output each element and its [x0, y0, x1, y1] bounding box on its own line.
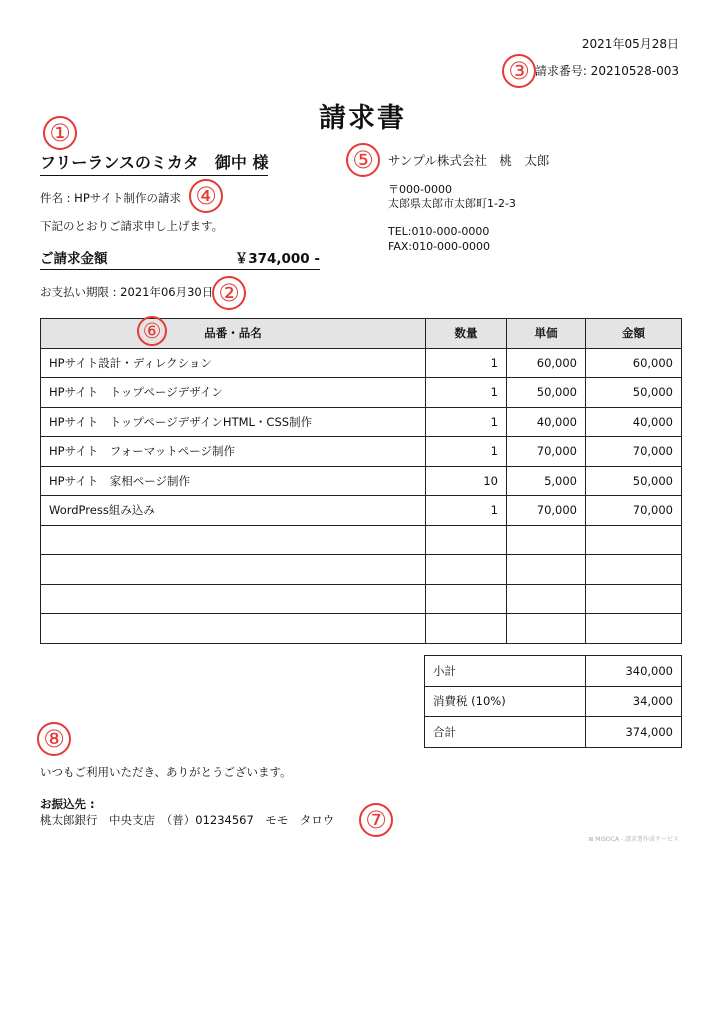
items-table — [40, 318, 682, 644]
item-name — [41, 614, 426, 644]
marker-6: ⑥ — [137, 316, 167, 346]
issuer-name: サンプル株式会社 桃 太郎 — [388, 153, 550, 168]
issuer-contact — [388, 224, 490, 254]
item-unit-price: 40,000 — [507, 407, 586, 437]
item-amount — [586, 614, 682, 644]
item-unit-price: 50,000 — [507, 378, 586, 408]
tax-row — [425, 686, 682, 717]
table-row — [41, 466, 682, 496]
totals-table — [424, 655, 682, 748]
item-name: WordPress組み込み — [41, 496, 426, 526]
table-row — [41, 407, 682, 437]
item-qty — [426, 555, 507, 585]
item-unit-price: 60,000 — [507, 348, 586, 378]
table-row — [41, 348, 682, 378]
marker-3: ③ — [502, 54, 536, 88]
marker-5: ⑤ — [346, 143, 380, 177]
tax-value: 34,000 — [586, 686, 682, 717]
table-row — [41, 584, 682, 614]
marker-7: ⑦ — [359, 803, 393, 837]
bank-details: 桃太郎銀行 中央支店 （普）01234567 モモ タロウ — [40, 813, 335, 827]
item-unit-price — [507, 584, 586, 614]
subtotal-row — [425, 656, 682, 687]
item-name: HPサイト 家相ページ制作 — [41, 466, 426, 496]
item-amount — [586, 584, 682, 614]
issuer-postal: 〒000-0000 — [388, 183, 452, 196]
item-qty: 1 — [426, 437, 507, 467]
item-name: HPサイト設計・ディレクション — [41, 348, 426, 378]
item-name: HPサイト トップページデザインHTML・CSS制作 — [41, 407, 426, 437]
total-row — [425, 717, 682, 748]
marker-8: ⑧ — [37, 722, 71, 756]
bank-label: お振込先 : — [40, 797, 95, 811]
item-unit-price — [507, 614, 586, 644]
total-label: 合計 — [425, 717, 586, 748]
item-amount: 50,000 — [586, 378, 682, 408]
item-qty — [426, 584, 507, 614]
marker-2: ② — [212, 276, 246, 310]
document-title: 請求書 — [319, 103, 406, 134]
table-row — [41, 378, 682, 408]
item-qty: 1 — [426, 407, 507, 437]
table-row — [41, 555, 682, 585]
issuer-tel: TEL:010-000-0000 — [388, 225, 490, 238]
item-amount: 70,000 — [586, 437, 682, 467]
item-qty: 1 — [426, 348, 507, 378]
table-row — [41, 496, 682, 526]
item-qty: 10 — [426, 466, 507, 496]
item-amount: 40,000 — [586, 407, 682, 437]
billing-amount-value: ￥374,000 - — [234, 251, 320, 267]
item-name: HPサイト トップページデザイン — [41, 378, 426, 408]
col-header-amount: 金額 — [586, 319, 682, 349]
item-name — [41, 525, 426, 555]
issuer-address — [388, 183, 516, 211]
billing-amount — [40, 247, 320, 270]
billing-amount-label: ご請求金額 — [40, 251, 108, 267]
item-qty: 1 — [426, 496, 507, 526]
table-row — [41, 614, 682, 644]
item-qty — [426, 525, 507, 555]
col-header-item: 品番・品名 — [41, 319, 426, 349]
item-unit-price: 70,000 — [507, 437, 586, 467]
marker-1: ① — [43, 116, 77, 150]
item-unit-price — [507, 525, 586, 555]
client-name: フリーランスのミカタ 御中 様 — [40, 150, 268, 176]
item-name: HPサイト フォーマットページ制作 — [41, 437, 426, 467]
item-amount: 50,000 — [586, 466, 682, 496]
item-name — [41, 584, 426, 614]
table-row — [41, 437, 682, 467]
item-amount — [586, 555, 682, 585]
invoice-number: 請求番号: 20210528-003 — [534, 64, 679, 78]
item-unit-price: 70,000 — [507, 496, 586, 526]
marker-4: ④ — [189, 179, 223, 213]
subtotal-value: 340,000 — [586, 656, 682, 687]
item-amount — [586, 525, 682, 555]
item-qty — [426, 614, 507, 644]
item-name — [41, 555, 426, 585]
item-amount: 70,000 — [586, 496, 682, 526]
item-unit-price: 5,000 — [507, 466, 586, 496]
table-row — [41, 525, 682, 555]
total-value: 374,000 — [586, 717, 682, 748]
payment-due: お支払い期限 : 2021年06月30日 — [40, 285, 214, 299]
intro-message: 下記のとおりご請求申し上げます。 — [40, 219, 224, 233]
issuer-street: 太郎県太郎市太郎町1-2-3 — [388, 197, 516, 210]
subject-line: 件名 : HPサイト制作の請求 — [40, 191, 181, 205]
item-amount: 60,000 — [586, 348, 682, 378]
item-unit-price — [507, 555, 586, 585]
thanks-message: いつもご利用いただき、ありがとうございます。 — [40, 765, 292, 779]
col-header-unit-price: 単価 — [507, 319, 586, 349]
col-header-qty: 数量 — [426, 319, 507, 349]
service-credit: ⊞ MISOCA - 請求書作成サービス — [588, 836, 679, 843]
item-qty: 1 — [426, 378, 507, 408]
subtotal-label: 小計 — [425, 656, 586, 687]
tax-label: 消費税 (10%) — [425, 686, 586, 717]
issuer-fax: FAX:010-000-0000 — [388, 240, 491, 253]
invoice-date: 2021年05月28日 — [581, 37, 679, 51]
